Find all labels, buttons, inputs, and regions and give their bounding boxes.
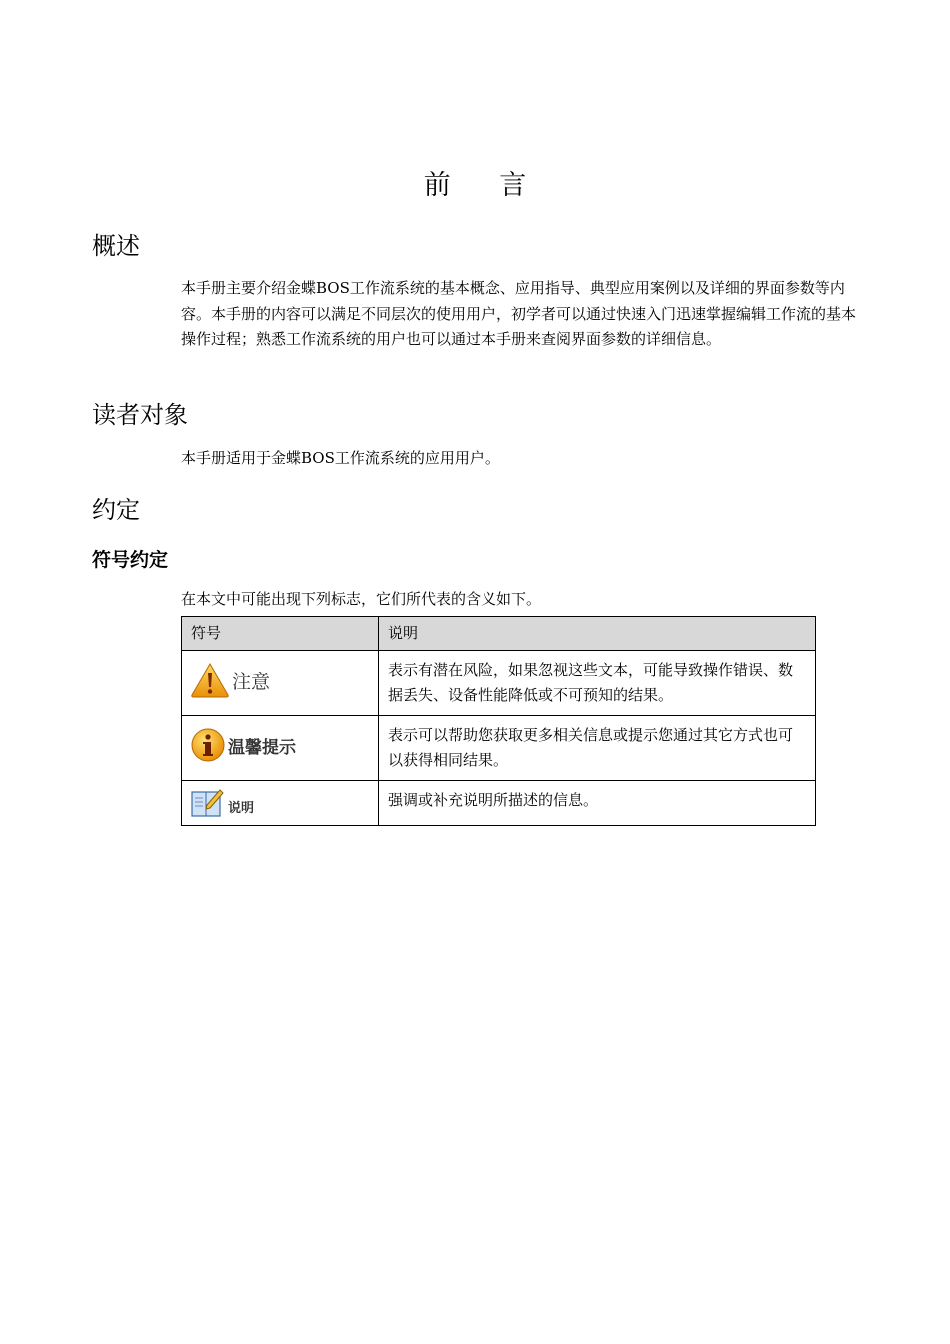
symbols-intro: 在本文中可能出现下列标志，它们所代表的含义如下。: [181, 590, 542, 608]
symbol-cell: [182, 716, 379, 781]
section-heading-overview: 概述: [92, 232, 140, 260]
warning-icon: [190, 662, 230, 698]
description-cell: 表示有潜在风险，如果忽视这些文本，可能导致操作错误、数据丢失、设备性能降低或不可预知的结果。: [379, 651, 816, 716]
section-heading-audience: 读者对象: [92, 401, 188, 429]
page-title: 前 言: [423, 170, 547, 201]
table-row: [182, 781, 816, 826]
section-heading-conventions: 约定: [92, 496, 140, 524]
symbol-table: [181, 616, 816, 826]
table-header-row: [182, 617, 816, 651]
header-description: 说明: [379, 617, 816, 651]
note-icon: [190, 788, 224, 818]
symbol-cell: [182, 781, 379, 826]
subsection-heading-symbols: 符号约定: [92, 549, 169, 571]
audience-paragraph: 本手册适用于金蝶BOS工作流系统的应用用户。: [181, 449, 500, 467]
overview-paragraph: 本手册主要介绍金蝶BOS工作流系统的基本概念、应用指导、典型应用案例以及详细的界面参数等内容。本手册的内容可以满足不同层次的使用用户，初学者可以通过快速入门迅速掌握编辑工作流的基本操作过程；熟悉工作流系统的用户也可以通过本手册来查阅界面参数的详细信息。: [181, 279, 857, 348]
table-row: [182, 651, 816, 716]
note-label: 说明: [228, 800, 255, 816]
info-icon: [190, 727, 226, 763]
table-row: [182, 716, 816, 781]
warning-label: 注意: [232, 670, 271, 693]
description-cell: 表示可以帮助您获取更多相关信息或提示您通过其它方式也可以获得相同结果。: [379, 716, 816, 781]
description-cell: 强调或补充说明所描述的信息。: [379, 781, 816, 826]
tip-label: 温馨提示: [228, 737, 296, 758]
symbol-cell: [182, 651, 379, 716]
header-symbol: 符号: [182, 617, 379, 651]
